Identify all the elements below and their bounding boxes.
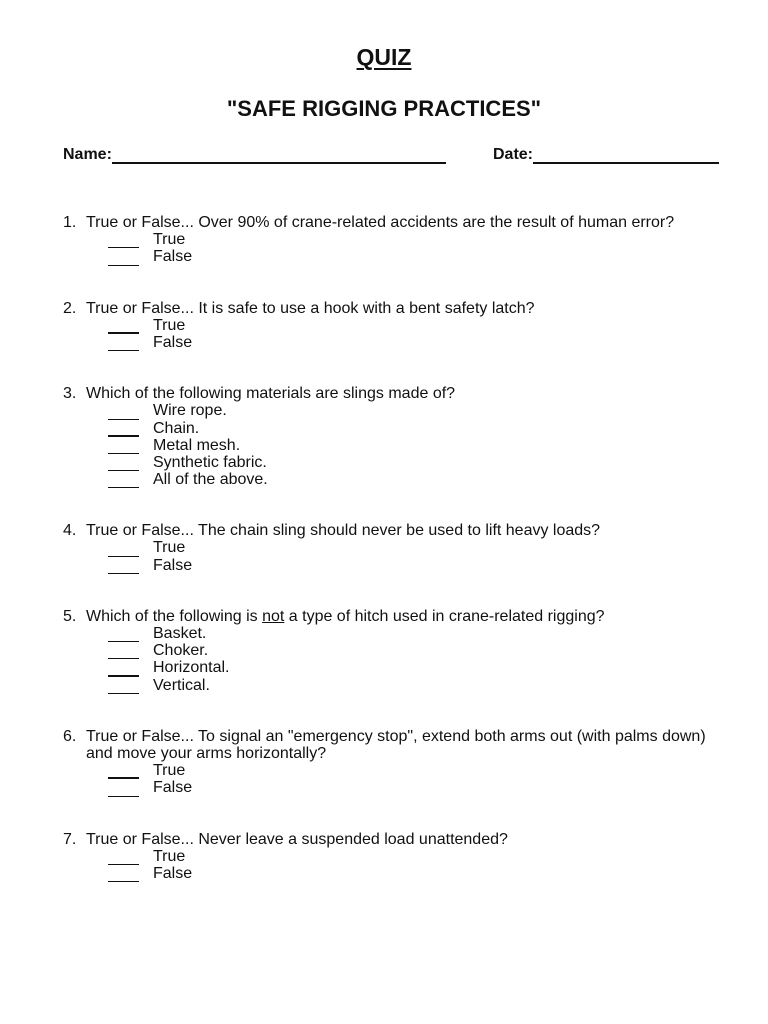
- question-text: [86, 608, 713, 625]
- answer-blank[interactable]: [108, 544, 139, 557]
- answer-option: [108, 317, 713, 334]
- question-number: 6.: [63, 727, 77, 745]
- answer-blank[interactable]: [108, 869, 139, 882]
- answer-option: [108, 248, 713, 265]
- answer-option: [108, 471, 713, 488]
- option-label: False: [153, 248, 193, 266]
- option-label: Chain.: [153, 419, 200, 437]
- answer-option: [108, 677, 713, 694]
- answer-option: [108, 334, 713, 351]
- option-label: False: [153, 556, 193, 574]
- answer-option: [108, 625, 713, 642]
- answer-option: [108, 848, 713, 865]
- option-label: False: [153, 779, 193, 797]
- option-label: Metal mesh.: [153, 436, 241, 454]
- option-label: Horizontal.: [153, 659, 230, 677]
- answer-option: [108, 659, 713, 676]
- question-7: [63, 831, 713, 883]
- answer-options: [86, 848, 713, 882]
- answer-blank[interactable]: [108, 320, 139, 334]
- answer-blank[interactable]: [108, 235, 139, 248]
- answer-blank[interactable]: [108, 441, 139, 454]
- question-number: 5.: [63, 607, 77, 625]
- answer-option: [108, 779, 713, 796]
- name-field: [63, 146, 446, 164]
- answer-blank[interactable]: [108, 458, 139, 471]
- question-5: [63, 608, 713, 694]
- question-text: True or False... To signal an "emergency stop", extend both arms out (with palms down) and move your arms horizontally?: [86, 727, 706, 763]
- name-date-row: [63, 146, 723, 168]
- answer-blank[interactable]: [108, 475, 139, 488]
- answer-blank[interactable]: [108, 407, 139, 420]
- question-text: True or False... Over 90% of crane-related accidents are the result of human error?: [86, 214, 675, 231]
- answer-option: [108, 540, 713, 557]
- answer-option: [108, 231, 713, 248]
- answer-options: [86, 625, 713, 694]
- answer-option: [108, 402, 713, 419]
- option-label: True: [153, 316, 186, 334]
- question-text: True or False... It is safe to use a hook with a bent safety latch?: [86, 299, 535, 317]
- date-label: Date:: [493, 146, 534, 163]
- answer-options: [86, 540, 713, 574]
- option-label: True: [153, 231, 186, 249]
- question-6: [63, 728, 713, 797]
- question-4: [63, 522, 713, 574]
- answer-blank[interactable]: [108, 253, 139, 266]
- question-number: 3.: [63, 385, 77, 403]
- answer-option: [108, 762, 713, 779]
- answer-blank[interactable]: [108, 663, 139, 677]
- option-label: Wire rope.: [153, 402, 227, 420]
- question-number: 4.: [63, 522, 77, 540]
- question-1: [63, 214, 713, 266]
- question-text-part: Which of the following is: [86, 607, 263, 625]
- question-number: 7.: [63, 830, 77, 848]
- question-number: 2.: [63, 299, 77, 317]
- option-label: False: [153, 333, 193, 351]
- answer-option: [108, 642, 713, 659]
- option-label: True: [153, 762, 186, 780]
- answer-blank[interactable]: [108, 629, 139, 642]
- answer-blank[interactable]: [108, 784, 139, 797]
- option-label: Synthetic fabric.: [153, 453, 267, 471]
- option-label: All of the above.: [153, 471, 268, 489]
- option-label: Vertical.: [153, 676, 210, 694]
- name-blank-line[interactable]: [112, 146, 446, 164]
- answer-option: [108, 420, 713, 437]
- answer-options: [86, 231, 713, 265]
- question-text-part: a type of hitch used in crane-related rigging?: [284, 607, 605, 625]
- answer-blank[interactable]: [108, 423, 139, 437]
- answer-blank[interactable]: [108, 561, 139, 574]
- option-label: True: [153, 847, 186, 865]
- answer-blank[interactable]: [108, 646, 139, 659]
- question-text: Which of the following materials are slings made of?: [86, 385, 456, 403]
- date-field: [493, 146, 719, 164]
- answer-options: [86, 762, 713, 796]
- question-list: [63, 214, 713, 882]
- underlined-word: not: [262, 607, 285, 625]
- answer-blank[interactable]: [108, 765, 139, 779]
- answer-option: [108, 437, 713, 454]
- quiz-subtitle: "SAFE RIGGING PRACTICES": [226, 96, 542, 121]
- option-label: False: [153, 864, 193, 882]
- answer-blank[interactable]: [108, 338, 139, 351]
- option-label: True: [153, 539, 186, 557]
- option-label: Choker.: [153, 642, 209, 660]
- answer-options: [86, 402, 713, 488]
- question-number: 1.: [63, 214, 77, 231]
- question-3: [63, 385, 713, 488]
- answer-option: [108, 454, 713, 471]
- answer-blank[interactable]: [108, 852, 139, 865]
- answer-option: [108, 557, 713, 574]
- date-blank-line[interactable]: [533, 146, 719, 164]
- name-label: Name:: [63, 146, 112, 163]
- question-2: [63, 300, 713, 352]
- question-text: True or False... Never leave a suspended load unattended?: [86, 830, 508, 848]
- option-label: Basket.: [153, 625, 207, 643]
- answer-option: [108, 865, 713, 882]
- quiz-title: QUIZ: [356, 44, 412, 70]
- question-text: True or False... The chain sling should never be used to lift heavy loads?: [86, 522, 601, 540]
- answer-options: [86, 317, 713, 351]
- answer-blank[interactable]: [108, 681, 139, 694]
